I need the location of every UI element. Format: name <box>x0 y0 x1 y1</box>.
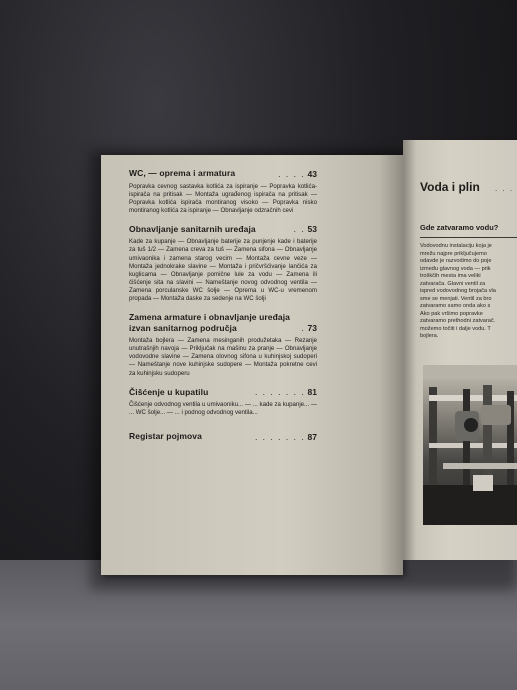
toc-entry: WC, — oprema i armatura . . . . 43 Popravka cevnog sastavka kotlića za ispiranje — Popravka kotlića-ispirača na pritisak — Montaža ugrađenog ispirača na pritisak — Popravka kotlića ispirača montiranog visoko — Popravka nisko montiranog kotlića za ispiranje — Obnavljanje odzračnih cevi <box>129 168 317 214</box>
toc-entry: Zamena armature i obnavljanje uređaja izvan sanitarnog područja . 73 Montaža bojlera — Zamena mesinganih produžetaka — Rezanje unutrašnjih navoja — Priključak na mašinu za pranje — Obnavljanje vodovodne slavine — Zamena olovnog sifona u kuhinjskoj sudoperi — Nameštanje nove kuhinjske sudopere — Montaža pokretne cevi za kuhinjsku sudoperu <box>129 312 317 377</box>
right-book-page <box>403 140 517 560</box>
section-title: Gde zatvaramo vodu? <box>420 223 499 232</box>
text-line: između glavnog voda — prik <box>420 265 491 272</box>
toc-entry: Registar pojmova . . . . . . . 87 <box>129 431 317 442</box>
toc-entry: Čišćenje u kupatilu . . . . . . . 81 Čišćenje odvodnog ventila u umivaoniku... — ... kade za kupanje... — ... WC šolje... — ... i podnog odvodnog ventila... <box>129 386 317 417</box>
text-line: ispred vodovodnog brojača vla <box>420 288 496 294</box>
toc-entry-title: WC, — oprema i armatura <box>129 168 236 178</box>
toc-entry-body: Montaža bojlera — Zamena mesinganih produžetaka — Rezanje unutrašnjih navoja — Priključak na mašinu za pranje — Obnavljanje vodovodne slavine — Zamena olovnog sifona u kuhinjskoj sudoperi — Nameštanje nove kuhinjske sudopere — Montaža pokretne cevi za kuhinjsku sudoperu <box>129 337 317 377</box>
toc-entry-page: 81 <box>307 387 317 398</box>
toc-entry: Obnavljanje sanitarnih uređaja . . 53 Kade za kupanje — Obnavljanje baterije za punjenje kade i baterije za tuš 1/2 — Zamena creva za tuš — Zamena sifona — Obnavljanje umivaonika i zamena starog vecim — Montaža cevne veze — Montaža jednokrake slavine — Montaža i pričvršćivanje lančića za kuglicama — Obnavljanje pomične lule za vodu — Zamena ili čišćenje sita na slavini — Nameštanje novog odvodnog ventila — Zamena porculanske WC šolje — Oprema u WC-u vremenom propada — Montaža daske za sedenje na WC šolji <box>129 223 317 303</box>
toc-entry-title: Čišćenje u kupatilu <box>129 386 209 397</box>
text-line: Vodovodnu instalaciju koja je <box>420 243 492 249</box>
text-line: zatvarača. Glavni ventil za <box>420 280 486 287</box>
table-of-contents <box>129 168 317 451</box>
text-line: odavde je razvodimo do poje <box>420 258 492 264</box>
toc-entry-body: Kade za kupanje — Obnavljanje baterije za punjenje kade i baterije za tuš 1/2 — Zamena creva za tuš — Zamena sifona — Obnavljanje umivaonika i zamena starog vecim — Montaža cevne veze — Montaža jednokrake slavine — Montaža i pričvršćivanje lančića za kuglicama — Obnavljanje pomične lule za vodu — Zamena ili čišćenje sita na slavini — Nameštanje novog odvodnog ventila — Zamena porculanske WC šolje — Oprema u WC-u vremenom propada — Montaža daske za sedenje na WC šolji <box>129 238 317 303</box>
section-text <box>420 243 517 341</box>
text-line: sme se menjati. Ventil za bro <box>420 295 492 302</box>
toc-entry-page: 43 <box>307 168 317 179</box>
toc-entry-title: Registar pojmova <box>129 431 202 442</box>
toc-entry-page: 53 <box>307 224 317 235</box>
toc-entry-page: 87 <box>307 431 317 442</box>
text-line: mrežu najpre priključujemo <box>420 250 487 257</box>
text-line: troškčih mesta ima veliki <box>420 273 481 279</box>
pipes-illustration <box>423 365 517 525</box>
toc-entry-title: Obnavljanje sanitarnih uređaja <box>129 223 256 234</box>
toc-entry-body: Popravka cevnog sastavka kotlića za ispiranje — Popravka kotlića-ispirača na pritisak — Montaža ugrađenog ispirača na pritisak — Popravka kotlića ispirača montiranog visoko — Popravka nisko montiranog kotlića za ispiranje — Obnavljanje odzračnih cevi <box>129 182 317 214</box>
text-line: Ako pak vršimo popravke <box>420 310 483 317</box>
chapter-title: Voda i plin <box>420 180 480 194</box>
section-rule <box>420 237 517 238</box>
toc-entry-title: Zamena armature i obnavljanje uređaja izvan sanitarnog područja <box>129 312 291 333</box>
toc-entry-page: 73 <box>307 323 317 334</box>
chapter-title-dots: . . . <box>495 184 514 193</box>
text-line: možemo točiti i dalje vodu. T <box>420 325 491 332</box>
toc-entry-body: Čišćenje odvodnog ventila u umivaoniku... — ... kade za kupanje... — ... WC šolje... — ... i podnog odvodnog ventila... <box>129 401 317 417</box>
text-line: bojlera. <box>420 333 439 339</box>
plumbing-photo <box>423 365 517 525</box>
text-line: zatvaramo samo onda ako s <box>420 303 491 309</box>
text-line: zatvaramo prethodni zatvarač. <box>420 318 496 324</box>
